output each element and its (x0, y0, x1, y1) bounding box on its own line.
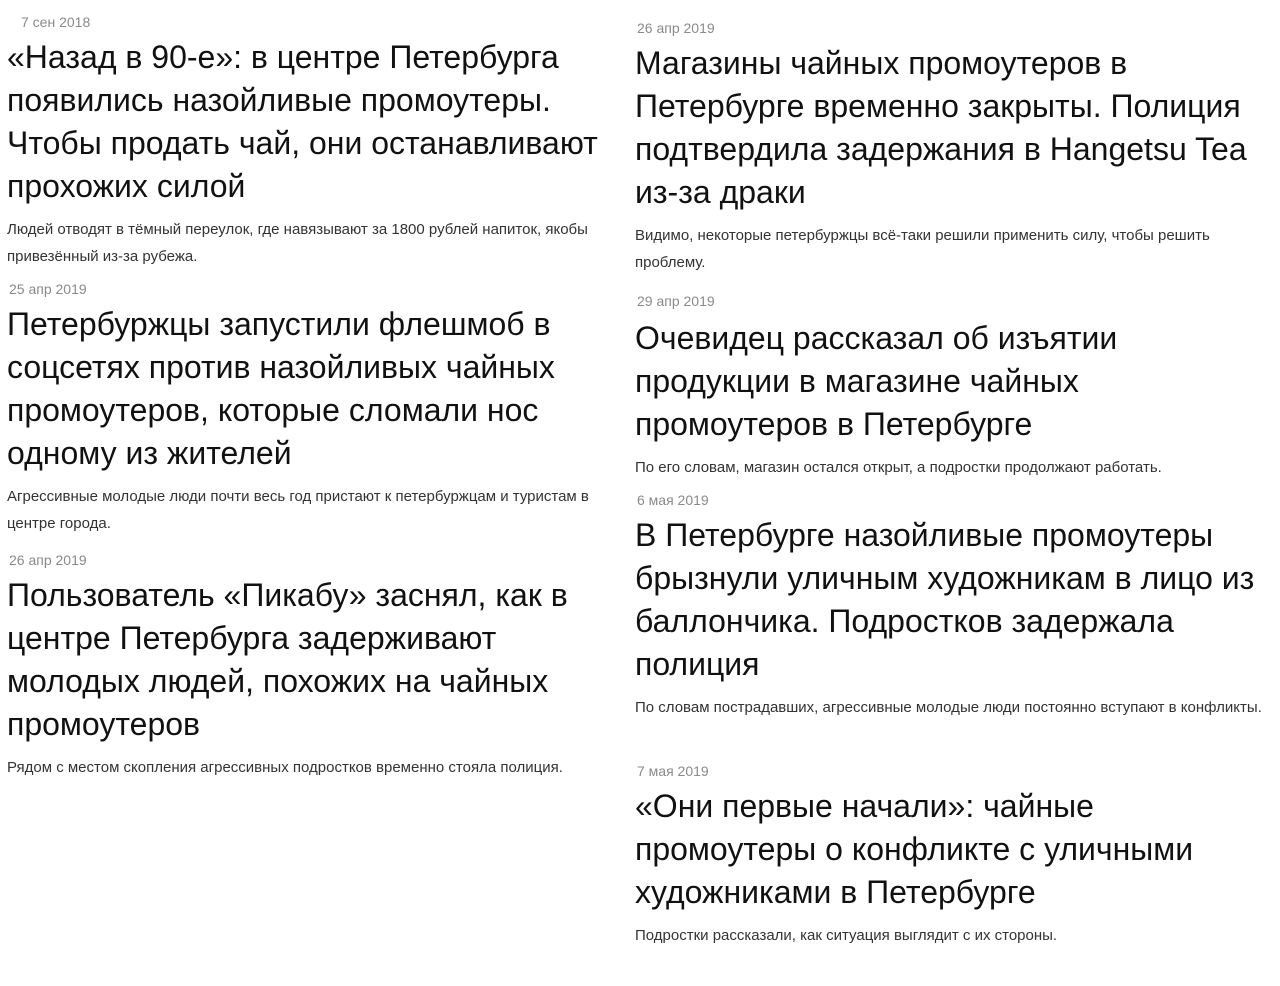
article-date: 25 апр 2019 (9, 281, 87, 297)
article-lead: По словам пострадавших, агрессивные молодые люди постоянно вступают в конфликты. (635, 699, 1262, 716)
article-date: 26 апр 2019 (637, 20, 715, 36)
article-title[interactable]: В Петербурге назойливые промоутеры брызнули уличным художникам в лицо из баллончика. Подростков задержала полиция (635, 517, 1255, 682)
article-lead: Видимо, некоторые петербуржцы всё-таки решили применить силу, чтобы решить проблему. (635, 227, 1210, 271)
article-title[interactable]: «Они первые начали»: чайные промоутеры о конфликте с уличными художниками в Петербурге (635, 788, 1194, 910)
article-date: 29 апр 2019 (637, 293, 715, 309)
article-title[interactable]: Пользователь «Пикабу» заснял, как в центре Петербурга задерживают молодых людей, похожих на чайных промоутеров (7, 577, 568, 742)
article-date: 7 сен 2018 (21, 14, 91, 30)
article-date: 6 мая 2019 (637, 492, 709, 508)
article-card[interactable] (635, 293, 1270, 481)
article-card[interactable] (7, 552, 619, 781)
article-title[interactable]: Петербуржцы запустили флешмоб в соцсетях против назойливых чайных промоутеров, которые сломали нос одному из жителей (7, 306, 555, 471)
article-date: 7 мая 2019 (637, 763, 709, 779)
article-date: 26 апр 2019 (9, 552, 87, 568)
article-card[interactable] (635, 763, 1270, 949)
article-title[interactable]: Очевидец рассказал об изъятии продукции в магазине чайных промоутеров в Петербурге (635, 320, 1118, 442)
article-title[interactable]: Магазины чайных промоутеров в Петербурге временно закрыты. Полиция подтвердила задержания в Hangetsu Tea из-за драки (635, 45, 1247, 210)
article-title[interactable]: «Назад в 90-е»: в центре Петербурга появились назойливые промоутеры. Чтобы продать чай, они останавливают прохожих силой (7, 39, 598, 204)
article-lead: По его словам, магазин остался открыт, а подростки продолжают работать. (635, 459, 1162, 476)
article-lead: Людей отводят в тёмный переулок, где навязывают за 1800 рублей напиток, якобы привезённый из-за рубежа. (7, 221, 588, 265)
article-card[interactable] (635, 492, 1270, 721)
article-card[interactable] (635, 20, 1270, 276)
article-lead: Агрессивные молодые люди почти весь год пристают к петербуржцам и туристам в центре города. (7, 488, 589, 532)
article-lead: Подростки рассказали, как ситуация выглядит с их стороны. (635, 927, 1058, 944)
article-lead: Рядом с местом скопления агрессивных подростков временно стояла полиция. (7, 759, 563, 776)
article-card[interactable] (7, 281, 619, 537)
article-card[interactable] (7, 14, 619, 270)
